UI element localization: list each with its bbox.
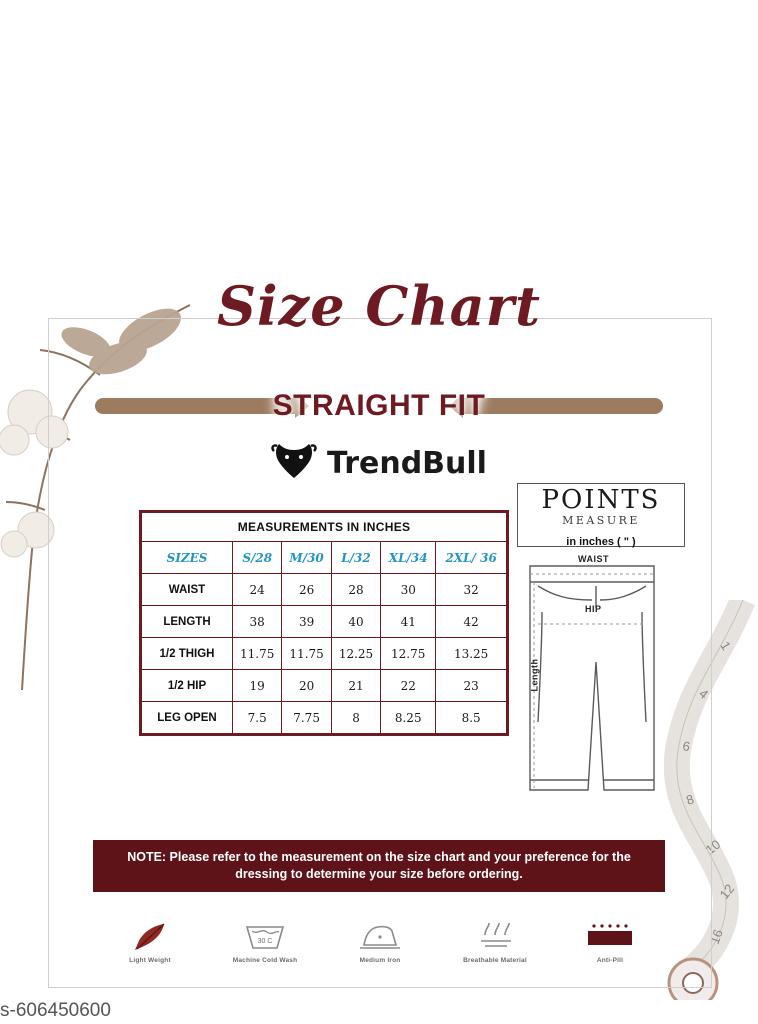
fit-ribbon: [95, 386, 663, 426]
points-measure-box: [517, 483, 685, 547]
svg-text:8: 8: [684, 791, 696, 808]
svg-text:4: 4: [696, 685, 712, 702]
svg-text:6: 6: [681, 738, 692, 755]
row-label: LEG OPEN: [142, 702, 233, 734]
anti-pill-icon: [560, 920, 660, 954]
note-text: [103, 849, 655, 883]
size-column-header: L/32: [331, 542, 380, 574]
table-cell: 11.75: [282, 638, 331, 670]
table-cell: 39: [282, 606, 331, 638]
care-label: Medium Iron: [359, 957, 401, 964]
size-column-header: 2XL/ 36: [436, 542, 507, 574]
table-cell: 30: [381, 574, 436, 606]
table-cell: 12.25: [331, 638, 380, 670]
length-label: Length: [529, 658, 540, 692]
care-item: [445, 920, 545, 965]
row-label: 1/2 HIP: [142, 670, 233, 702]
page-title: Size Chart: [217, 274, 541, 338]
care-item: [330, 920, 430, 965]
svg-text:12: 12: [716, 881, 738, 902]
waist-label: WAIST: [578, 554, 609, 564]
table-row: [142, 638, 507, 670]
table-row: [142, 606, 507, 638]
table-cell: 41: [381, 606, 436, 638]
table-cell: 13.25: [436, 638, 507, 670]
table-cell: 11.75: [233, 638, 282, 670]
wash-temperature: 30 C: [257, 938, 273, 945]
svg-text:1: 1: [717, 638, 735, 653]
care-instructions: [100, 920, 660, 965]
table-row: [142, 574, 507, 606]
brand-lockup: [0, 440, 758, 487]
note-prefix: NOTE:: [127, 850, 167, 865]
care-item: [560, 920, 660, 965]
table-cell: 7.75: [282, 702, 331, 734]
care-label: Anti-Pill: [596, 957, 624, 964]
table-cell: 20: [282, 670, 331, 702]
table-cell: 38: [233, 606, 282, 638]
size-column-header: XL/34: [381, 542, 436, 574]
points-subtitle: MEASURE: [562, 514, 640, 527]
size-table: [139, 510, 509, 736]
care-label: Breathable Material: [463, 957, 527, 964]
table-cell: 24: [233, 574, 282, 606]
table-cell: 40: [331, 606, 380, 638]
row-label: 1/2 THIGH: [142, 638, 233, 670]
table-cell: 8: [331, 702, 380, 734]
table-row: [142, 670, 507, 702]
care-item: [100, 920, 200, 965]
care-label: Machine Cold Wash: [232, 957, 298, 964]
size-column-header: M/30: [282, 542, 331, 574]
row-label: LENGTH: [142, 606, 233, 638]
table-cell: 26: [282, 574, 331, 606]
note-banner: [93, 840, 665, 892]
size-header-cell: SIZES: [142, 542, 233, 574]
points-unit-note: in inches ( " ): [566, 536, 636, 548]
table-cell: 8.5: [436, 702, 507, 734]
table-cell: 21: [331, 670, 380, 702]
care-item: [215, 920, 315, 965]
fit-label: STRAIGHT FIT: [272, 389, 486, 422]
brand-name: TrendBull: [327, 446, 487, 481]
table-cell: 22: [381, 670, 436, 702]
hip-label: HIP: [585, 604, 602, 614]
table-row: [142, 702, 507, 734]
table-caption: MEASUREMENTS IN INCHES: [142, 513, 507, 542]
row-label: WAIST: [142, 574, 233, 606]
note-body: Please refer to the measurement on the size chart and your preference for the dressing to determine your size before ordering.: [166, 850, 631, 881]
table-cell: 28: [331, 574, 380, 606]
iron-icon: [330, 920, 430, 954]
table-cell: 7.5: [233, 702, 282, 734]
machine-wash-icon: [215, 920, 315, 954]
table-cell: 19: [233, 670, 282, 702]
table-cell: 23: [436, 670, 507, 702]
watermark-id: s-606450600: [0, 1000, 111, 1021]
table-cell: 32: [436, 574, 507, 606]
svg-text:16: 16: [706, 927, 726, 947]
feather-icon: [100, 920, 200, 954]
bull-head-icon: [271, 440, 317, 487]
table-cell: 42: [436, 606, 507, 638]
size-column-header: S/28: [233, 542, 282, 574]
table-cell: 8.25: [381, 702, 436, 734]
trouser-diagram: [508, 552, 694, 804]
care-label: Light Weight: [129, 957, 171, 964]
table-cell: 12.75: [381, 638, 436, 670]
breathable-icon: [445, 920, 545, 954]
svg-text:10: 10: [702, 836, 724, 858]
points-title: POINTS: [541, 485, 661, 515]
